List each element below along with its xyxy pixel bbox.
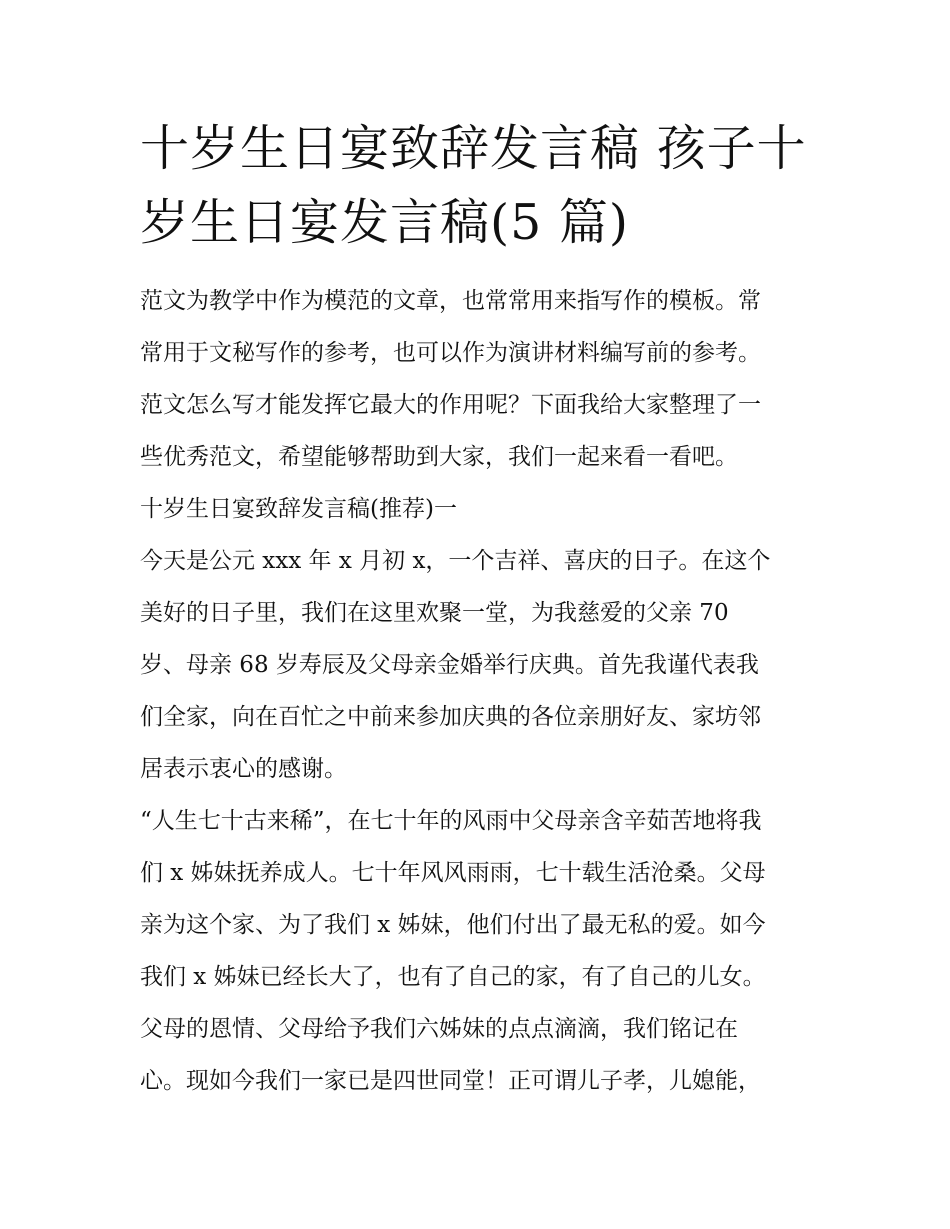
text-line: 父母的恩情、父母给予我们六姊妹的点点滴滴，我们铭记在 [140, 1016, 738, 1042]
body-paragraph [140, 539, 830, 799]
text-line: 们 x 姊妹抚养成人。七十年风风雨雨，七十载生活沧桑。父母 [140, 860, 766, 886]
text-line: 们全家，向在百忙之中前来参加庆典的各位亲朋好友、家坊邻 [140, 704, 761, 730]
title-line-1: 十岁生日宴致辞发言稿 孩子十 [140, 120, 807, 177]
text-line: 十岁生日宴致辞发言稿(推荐)一 [140, 496, 457, 522]
intro-paragraph [140, 279, 830, 487]
text-line: 范文为教学中作为模范的文章，也常常用来指写作的模板。常 [140, 288, 761, 314]
text-line: “人生七十古来稀”，在七十年的风雨中父母亲含辛茹苦地将我 [140, 808, 762, 834]
document-title [140, 112, 830, 260]
document-body [140, 279, 830, 1111]
text-line: 心。现如今我们一家已是四世同堂！正可谓儿子孝，儿媳能， [140, 1068, 761, 1094]
text-line: 美好的日子里，我们在这里欢聚一堂，为我慈爱的父亲 70 [140, 600, 729, 626]
text-line: 些优秀范文，希望能够帮助到大家，我们一起来看一看吧。 [140, 444, 738, 470]
body-paragraph [140, 799, 830, 1111]
section-heading [140, 487, 830, 539]
text-line: 亲为这个家、为了我们 x 姊妹，他们付出了最无私的爱。如今 [140, 912, 766, 938]
text-line: 居表示衷心的感谢。 [140, 756, 347, 782]
text-line: 我们 x 姊妹已经长大了，也有了自己的家，有了自己的儿女。 [140, 964, 766, 990]
text-line: 范文怎么写才能发挥它最大的作用呢？下面我给大家整理了一 [140, 392, 761, 418]
text-line: 常用于文秘写作的参考，也可以作为演讲材料编写前的参考。 [140, 340, 761, 366]
title-line-2: 岁生日宴发言稿(5 篇) [140, 194, 629, 251]
text-line: 岁、母亲 68 岁寿辰及父母亲金婚举行庆典。首先我谨代表我 [140, 652, 759, 678]
text-line: 今天是公元 xxx 年 x 月初 x，一个吉祥、喜庆的日子。在这个 [140, 548, 771, 574]
